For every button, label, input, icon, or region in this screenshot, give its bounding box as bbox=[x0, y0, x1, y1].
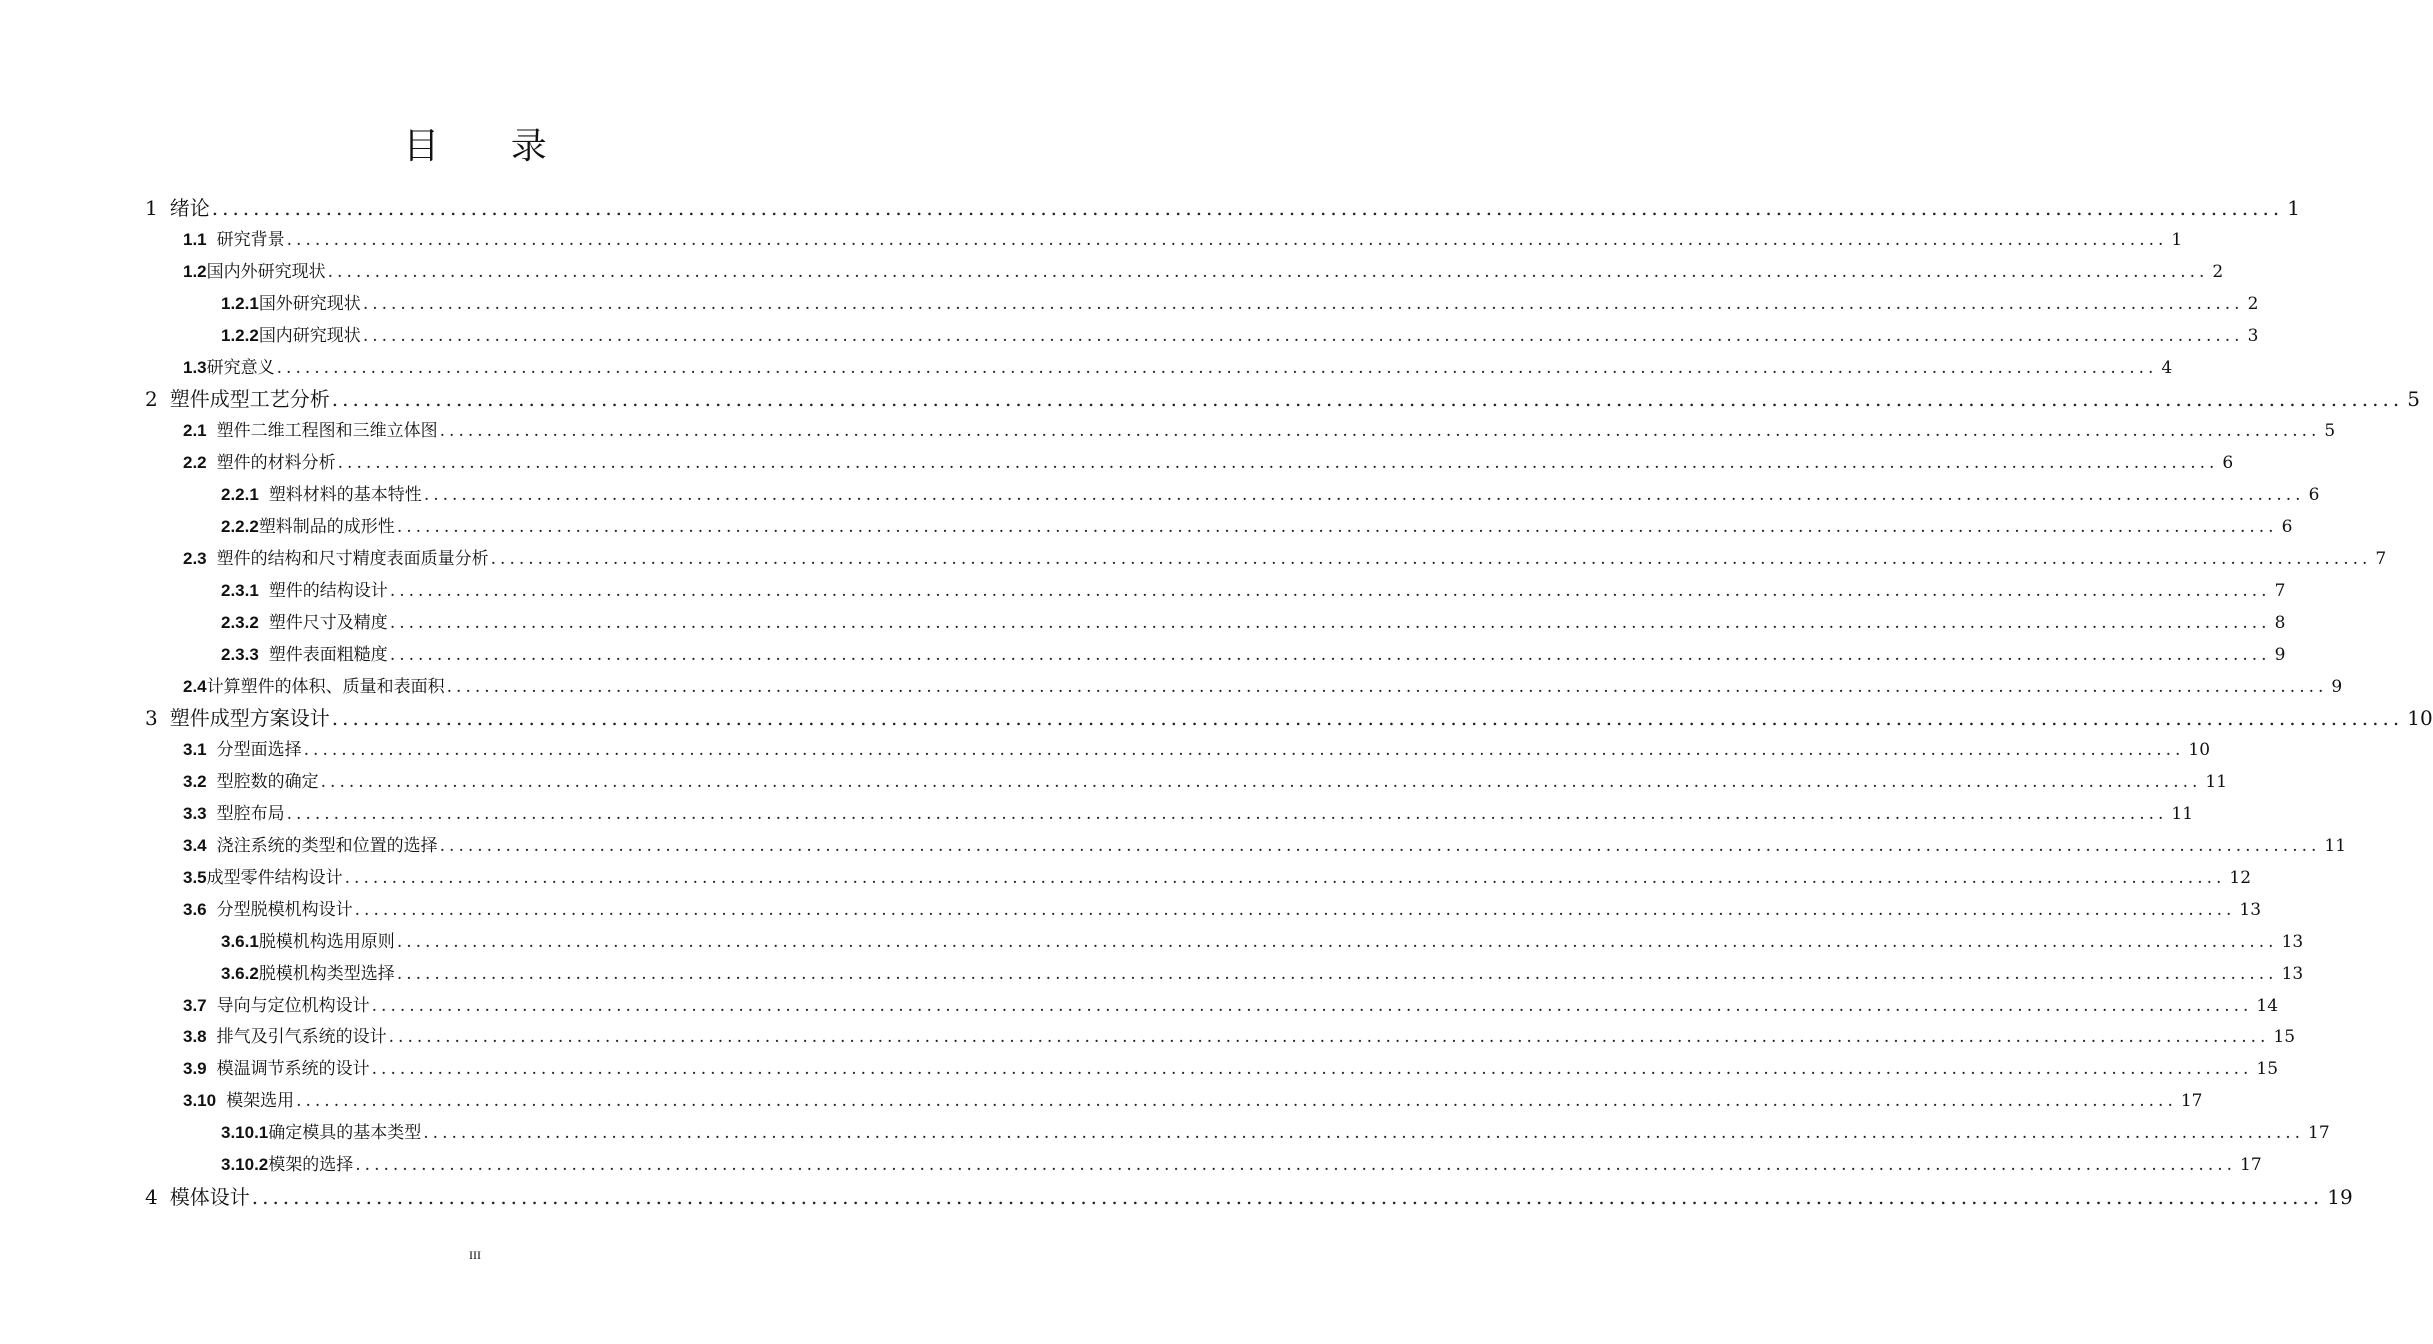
toc-entry-title: 模温调节系统的设计 bbox=[216, 1059, 370, 1080]
toc-entry-page: 11 bbox=[2205, 772, 2228, 793]
toc-entry[interactable] bbox=[221, 288, 2259, 320]
toc-entry-number: 2.3.3 bbox=[221, 644, 259, 664]
toc-entry-page: 14 bbox=[2256, 995, 2279, 1016]
toc-entry-page: 5 bbox=[2407, 387, 2420, 412]
toc-entry[interactable] bbox=[183, 798, 2194, 830]
toc-dot-leader: ........................................................................................................................................................................................................ bbox=[355, 1155, 2237, 1175]
toc-dot-leader: ........................................................................................................................................................................................................ bbox=[286, 229, 2168, 250]
toc-entry-number: 3.9 bbox=[183, 1059, 207, 1079]
toc-entry-page: 5 bbox=[2324, 421, 2336, 442]
toc-entry-page: 9 bbox=[2331, 676, 2343, 697]
toc-entry-title: 研究背景 bbox=[216, 229, 285, 250]
toc-entry-title: 模架的选择 bbox=[268, 1155, 354, 1175]
toc-entry-number: 2.4 bbox=[183, 676, 207, 696]
toc-entry-number: 1.2.1 bbox=[221, 293, 259, 313]
toc-entry-number: 4 bbox=[145, 1184, 158, 1209]
toc-entry-number: 2.2.2 bbox=[221, 517, 259, 536]
toc-entry-title: 分型脱模机构设计 bbox=[216, 899, 353, 920]
toc-dot-leader: ........................................................................................................................................................................................................ bbox=[371, 995, 2253, 1016]
toc-entry-page: 17 bbox=[2308, 1123, 2330, 1144]
toc-entry-number: 2.1 bbox=[183, 421, 207, 441]
toc-entry-page: 10 bbox=[2407, 706, 2433, 731]
toc-dot-leader: ........................................................................................................................................................................................................ bbox=[276, 357, 2158, 378]
toc-entry-page: 7 bbox=[2274, 580, 2286, 601]
toc-entry[interactable] bbox=[221, 511, 2293, 543]
toc-entry[interactable] bbox=[221, 607, 2286, 639]
toc-entry[interactable] bbox=[221, 926, 2304, 958]
toc-entry-title: 成型零件结构设计 bbox=[206, 867, 343, 888]
toc-entry-page: 2 bbox=[2212, 261, 2224, 282]
toc-dot-leader: ........................................................................................................................................................................................................ bbox=[362, 325, 2244, 346]
toc-entry-number: 2.2 bbox=[183, 453, 207, 473]
toc-entry[interactable] bbox=[221, 575, 2286, 607]
toc-entry[interactable] bbox=[183, 1085, 2203, 1117]
toc-entry-page: 7 bbox=[2375, 548, 2387, 569]
toc-entry[interactable] bbox=[183, 766, 2228, 798]
toc-entry-number: 1.3 bbox=[183, 357, 207, 377]
toc-entry-title: 塑件成型方案设计 bbox=[169, 706, 330, 731]
toc-entry-page: 6 bbox=[2222, 453, 2234, 474]
toc-entry-page: 13 bbox=[2281, 931, 2304, 952]
toc-dot-leader: ........................................................................................................................................................................................................ bbox=[337, 453, 2219, 474]
toc-entry-number: 3.1 bbox=[183, 740, 207, 760]
toc-entry[interactable] bbox=[183, 256, 2224, 288]
toc-dot-leader: ........................................................................................................................................................................................................ bbox=[251, 1184, 2324, 1209]
toc-entry[interactable] bbox=[221, 1149, 2262, 1181]
toc-dot-leader: ........................................................................................................................................................................................................ bbox=[396, 963, 2278, 984]
toc-entry-page: 15 bbox=[2273, 1027, 2296, 1048]
toc-dot-leader: ........................................................................................................................................................................................................ bbox=[446, 676, 2328, 697]
toc-entry-page: 15 bbox=[2256, 1059, 2279, 1080]
toc-entry-page: 1 bbox=[2287, 196, 2300, 220]
toc-entry[interactable] bbox=[183, 1053, 2279, 1085]
toc-entry[interactable] bbox=[183, 990, 2279, 1022]
toc-entry-page: 13 bbox=[2239, 899, 2262, 920]
toc-entry[interactable] bbox=[183, 830, 2347, 862]
toc-dot-leader: ........................................................................................................................................................................................................ bbox=[331, 706, 2404, 731]
toc-entry-number: 1.2 bbox=[183, 261, 207, 281]
toc-entry-page: 10 bbox=[2188, 740, 2211, 761]
toc-entry-number: 3.8 bbox=[183, 1027, 207, 1047]
toc-entry-number: 3.4 bbox=[183, 836, 207, 855]
toc-entry-title: 模架选用 bbox=[226, 1091, 295, 1112]
toc-dot-leader: ........................................................................................................................................................................................................ bbox=[211, 196, 2284, 220]
toc-entry-title: 型腔数的确定 bbox=[216, 772, 319, 793]
toc-entry-number: 1.2.2 bbox=[221, 325, 259, 345]
toc-entry-title: 模体设计 bbox=[169, 1184, 250, 1209]
toc-entry-title: 塑料制品的成形性 bbox=[258, 517, 395, 537]
toc-entry[interactable] bbox=[183, 734, 2211, 766]
toc-entry-number: 3.3 bbox=[183, 804, 207, 824]
toc-entry-number: 3.10.1 bbox=[221, 1123, 269, 1143]
toc-entry-page: 11 bbox=[2171, 804, 2194, 825]
toc-entry-page: 9 bbox=[2274, 644, 2286, 665]
toc-entry-page: 6 bbox=[2308, 485, 2320, 506]
toc-dot-leader: ........................................................................................................................................................................................................ bbox=[327, 261, 2209, 282]
toc-entry-page: 3 bbox=[2247, 325, 2259, 346]
toc-entry-title: 绪论 bbox=[169, 196, 210, 220]
toc-entry[interactable] bbox=[221, 1117, 2330, 1149]
toc-entry-title: 研究意义 bbox=[206, 357, 275, 378]
page-number-footer: III bbox=[469, 1248, 481, 1262]
toc-entry-title: 国内外研究现状 bbox=[206, 261, 326, 282]
toc-entry[interactable] bbox=[145, 383, 2420, 415]
toc-entry-title: 确定模具的基本类型 bbox=[268, 1123, 422, 1144]
toc-entry-page: 17 bbox=[2240, 1155, 2262, 1175]
toc-dot-leader: ........................................................................................................................................................................................................ bbox=[396, 931, 2278, 952]
toc-entry-number: 3.5 bbox=[183, 867, 207, 887]
toc-entry-page: 6 bbox=[2281, 517, 2293, 537]
toc-entry-number: 3.6.1 bbox=[221, 931, 259, 951]
toc-dot-leader: ........................................................................................................................................................................................................ bbox=[389, 644, 2271, 665]
toc-dot-leader: ........................................................................................................................................................................................................ bbox=[389, 580, 2271, 601]
toc-entry-title: 型腔布局 bbox=[216, 804, 285, 825]
toc-entry-number: 2 bbox=[145, 387, 158, 412]
toc-entry-number: 3.6 bbox=[183, 899, 207, 919]
toc-entry-page: 11 bbox=[2324, 836, 2347, 856]
toc-entry[interactable] bbox=[183, 224, 2183, 256]
toc-dot-leader: ........................................................................................................................................................................................................ bbox=[296, 1091, 2177, 1112]
toc-dot-leader: ........................................................................................................................................................................................................ bbox=[388, 1027, 2270, 1048]
toc-dot-leader: ........................................................................................................................................................................................................ bbox=[320, 772, 2202, 793]
toc-entry[interactable] bbox=[221, 320, 2259, 352]
toc-entry[interactable] bbox=[145, 192, 2300, 224]
toc-dot-leader: ........................................................................................................................................................................................................ bbox=[423, 485, 2305, 506]
toc-entry-title: 脱模机构类型选择 bbox=[258, 963, 395, 984]
toc-entry[interactable] bbox=[183, 543, 2387, 575]
toc-entry-number: 2.3.2 bbox=[221, 612, 259, 632]
toc-entry-title: 塑件成型工艺分析 bbox=[169, 387, 330, 412]
toc-entry-title: 塑料材料的基本特性 bbox=[268, 485, 422, 506]
toc-entry[interactable] bbox=[183, 894, 2262, 926]
toc-entry-number: 1.1 bbox=[183, 229, 207, 249]
toc-dot-leader: ........................................................................................................................................................................................................ bbox=[396, 517, 2278, 537]
toc-entry-page: 2 bbox=[2247, 293, 2259, 314]
toc-dot-leader: ........................................................................................................................................................................................................ bbox=[490, 548, 2372, 569]
toc-entry[interactable] bbox=[183, 352, 2173, 384]
toc-entry-title: 塑件的结构和尺寸精度表面质量分析 bbox=[216, 548, 489, 569]
toc-dot-leader: ........................................................................................................................................................................................................ bbox=[303, 740, 2185, 761]
toc-entry[interactable] bbox=[183, 671, 2343, 703]
toc-entry-page: 1 bbox=[2171, 229, 2183, 250]
toc-entry[interactable] bbox=[221, 479, 2320, 511]
toc-dot-leader: ........................................................................................................................................................................................................ bbox=[344, 867, 2226, 888]
toc-entry-title: 导向与定位机构设计 bbox=[216, 995, 370, 1016]
toc-entry-title: 塑件尺寸及精度 bbox=[268, 612, 388, 633]
toc-entry-number: 2.3 bbox=[183, 548, 207, 568]
toc-entry-title: 计算塑件的体积、质量和表面积 bbox=[206, 676, 445, 697]
toc-entry[interactable] bbox=[145, 1181, 2353, 1213]
toc-entry[interactable] bbox=[183, 862, 2252, 894]
toc-entry-number: 2.2.1 bbox=[221, 485, 259, 505]
toc-entry-number: 3.6.2 bbox=[221, 963, 259, 983]
toc-entry-page: 8 bbox=[2274, 612, 2286, 633]
toc-entry-title: 塑件二维工程图和三维立体图 bbox=[216, 421, 438, 442]
toc-dot-leader: ........................................................................................................................................................................................................ bbox=[331, 387, 2404, 412]
toc-entry[interactable] bbox=[221, 639, 2286, 671]
toc-entry-title: 塑件的结构设计 bbox=[268, 580, 388, 601]
toc-entry-number: 3.2 bbox=[183, 772, 207, 792]
toc-entry-title: 脱模机构选用原则 bbox=[258, 931, 395, 952]
toc-dot-leader: ........................................................................................................................................................................................................ bbox=[439, 421, 2321, 442]
toc-entry[interactable] bbox=[183, 415, 2336, 447]
toc-entry-page: 12 bbox=[2229, 867, 2252, 888]
toc-entry-title: 排气及引气系统的设计 bbox=[216, 1027, 387, 1048]
toc-entry-number: 3.10 bbox=[183, 1091, 217, 1111]
toc-entry-title: 国内研究现状 bbox=[258, 325, 361, 346]
toc-dot-leader: ........................................................................................................................................................................................................ bbox=[362, 293, 2244, 314]
toc-entry-number: 2.3.1 bbox=[221, 580, 259, 600]
toc-entry-title: 分型面选择 bbox=[216, 740, 302, 761]
toc-entry-page: 4 bbox=[2161, 357, 2173, 378]
toc-dot-leader: ........................................................................................................................................................................................................ bbox=[389, 612, 2271, 633]
toc-entry-title: 国外研究现状 bbox=[258, 293, 361, 314]
toc-entry-number: 3 bbox=[145, 706, 158, 731]
toc-entry[interactable] bbox=[221, 958, 2304, 990]
toc-entry-page: 13 bbox=[2281, 963, 2304, 984]
toc-dot-leader: ........................................................................................................................................................................................................ bbox=[439, 836, 2321, 856]
page-title: 目 录 bbox=[403, 126, 577, 167]
toc-entry-number: 3.7 bbox=[183, 995, 207, 1015]
toc-dot-leader: ........................................................................................................................................................................................................ bbox=[286, 804, 2168, 825]
toc-entry[interactable] bbox=[183, 1021, 2296, 1053]
toc-entry-title: 浇注系统的类型和位置的选择 bbox=[216, 836, 438, 856]
toc-entry-number: 1 bbox=[145, 196, 158, 220]
toc-entry-title: 塑件的材料分析 bbox=[216, 453, 336, 474]
toc-entry-page: 19 bbox=[2327, 1184, 2353, 1209]
toc-entry-page: 17 bbox=[2180, 1091, 2203, 1112]
toc-dot-leader: ........................................................................................................................................................................................................ bbox=[371, 1059, 2253, 1080]
toc-entry[interactable] bbox=[145, 702, 2433, 734]
toc-dot-leader: ........................................................................................................................................................................................................ bbox=[354, 899, 2236, 920]
toc-entry-number: 3.10.2 bbox=[221, 1155, 269, 1174]
toc-entry[interactable] bbox=[183, 447, 2234, 479]
toc-dot-leader: ........................................................................................................................................................................................................ bbox=[423, 1123, 2305, 1144]
toc-entry-title: 塑件表面粗糙度 bbox=[268, 644, 388, 665]
